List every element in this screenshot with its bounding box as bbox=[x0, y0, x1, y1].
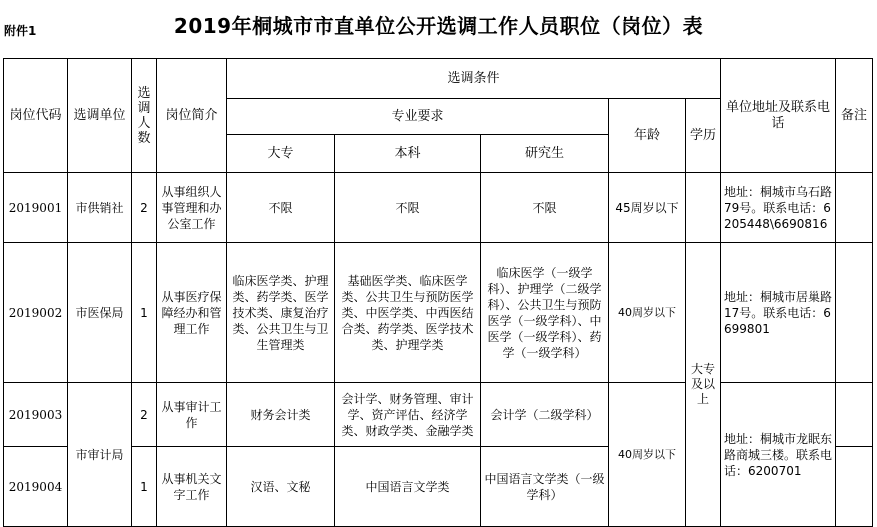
age-requirement: 40周岁以下 bbox=[609, 383, 686, 527]
age-requirement: 45周岁以下 bbox=[609, 173, 686, 243]
major-undergraduate: 中国语言文学类 bbox=[335, 447, 481, 527]
position-brief: 从事组织人事管理和办公室工作 bbox=[157, 173, 227, 243]
remarks-cell bbox=[836, 243, 873, 383]
position-count: 2 bbox=[132, 173, 157, 243]
remarks-cell bbox=[836, 173, 873, 243]
position-count: 2 bbox=[132, 383, 157, 447]
unit-name: 市审计局 bbox=[68, 383, 132, 527]
table-row bbox=[4, 173, 873, 243]
positions-table bbox=[3, 58, 873, 527]
header-remarks: 备注 bbox=[836, 59, 873, 173]
unit-name: 市供销社 bbox=[68, 173, 132, 243]
header-count: 选调人数 bbox=[132, 59, 157, 173]
major-junior-college: 财务会计类 bbox=[227, 383, 335, 447]
position-code: 2019004 bbox=[4, 447, 68, 527]
position-code: 2019003 bbox=[4, 383, 68, 447]
table-row bbox=[4, 243, 873, 383]
major-undergraduate: 会计学、财务管理、审计学、资产评估、经济学类、财政学类、金融学类 bbox=[335, 383, 481, 447]
major-junior-college: 临床医学类、护理类、药学类、医学技术类、康复治疗类、公共卫生与卫生管理类 bbox=[227, 243, 335, 383]
major-graduate: 中国语言文学类（一级学科） bbox=[481, 447, 609, 527]
header-junior-college: 大专 bbox=[227, 135, 335, 173]
position-brief: 从事机关文字工作 bbox=[157, 447, 227, 527]
remarks-cell bbox=[836, 383, 873, 447]
header-undergraduate: 本科 bbox=[335, 135, 481, 173]
major-graduate: 临床医学（一级学科）、护理学（二级学科）、公共卫生与预防医学（一级学科）、中医学（一级学科）、药学（一级学科） bbox=[481, 243, 609, 383]
position-code: 2019001 bbox=[4, 173, 68, 243]
position-brief: 从事审计工作 bbox=[157, 383, 227, 447]
unit-address-phone: 地址：桐城市乌石路79号。联系电话：6205448\6690816 bbox=[721, 173, 836, 243]
education-requirement bbox=[686, 173, 721, 243]
unit-address-phone: 地址：桐城市居巢路17号。联系电话：6699801 bbox=[721, 243, 836, 383]
education-requirement: 大专及以上 bbox=[686, 243, 721, 527]
header-age: 年龄 bbox=[609, 99, 686, 173]
header-brief: 岗位简介 bbox=[157, 59, 227, 173]
major-undergraduate: 不限 bbox=[335, 173, 481, 243]
age-requirement: 40周岁以下 bbox=[609, 243, 686, 383]
major-graduate: 会计学（二级学科） bbox=[481, 383, 609, 447]
major-junior-college: 不限 bbox=[227, 173, 335, 243]
position-code: 2019002 bbox=[4, 243, 68, 383]
attachment-label: 附件1 bbox=[4, 24, 37, 38]
header-address-phone: 单位地址及联系电话 bbox=[721, 59, 836, 173]
header-graduate: 研究生 bbox=[481, 135, 609, 173]
position-count: 1 bbox=[132, 447, 157, 527]
major-junior-college: 汉语、文秘 bbox=[227, 447, 335, 527]
header-unit: 选调单位 bbox=[68, 59, 132, 173]
remarks-cell bbox=[836, 447, 873, 527]
header-conditions: 选调条件 bbox=[227, 59, 721, 99]
position-count: 1 bbox=[132, 243, 157, 383]
major-undergraduate: 基础医学类、临床医学类、公共卫生与预防医学类、中医学类、中西医结合类、药学类、医学技术类、护理学类 bbox=[335, 243, 481, 383]
unit-address-phone: 地址：桐城市龙眠东路商城三楼。联系电话：6200701 bbox=[721, 383, 836, 527]
table-row bbox=[4, 383, 873, 447]
unit-name: 市医保局 bbox=[68, 243, 132, 383]
header-major-requirement: 专业要求 bbox=[227, 99, 609, 135]
position-brief: 从事医疗保障经办和管理工作 bbox=[157, 243, 227, 383]
page-title: 2019年桐城市市直单位公开选调工作人员职位（岗位）表 bbox=[173, 14, 704, 38]
major-graduate: 不限 bbox=[481, 173, 609, 243]
header-position-code: 岗位代码 bbox=[4, 59, 68, 173]
header-education: 学历 bbox=[686, 99, 721, 173]
